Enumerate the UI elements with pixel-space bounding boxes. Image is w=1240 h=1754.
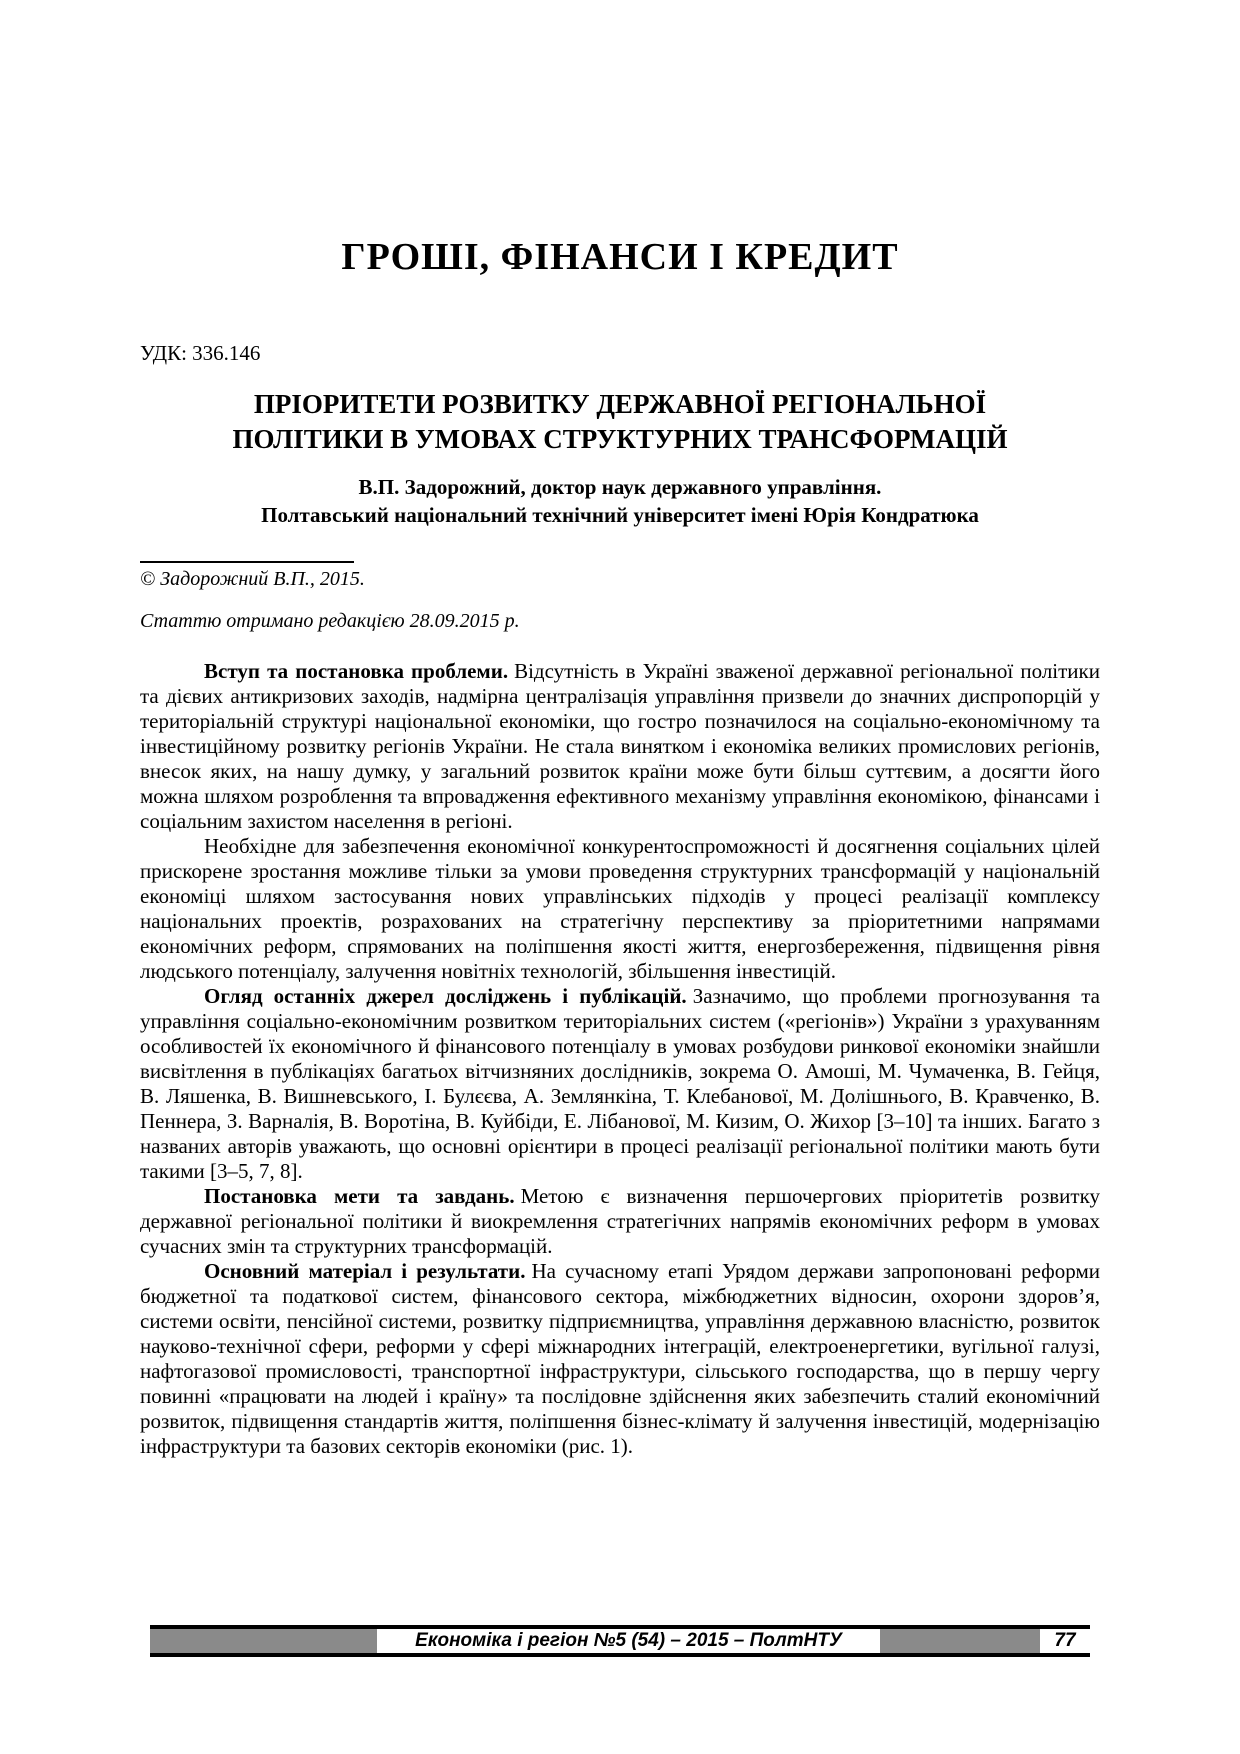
paragraph-lead: Постановка мети та завдань. [204,1184,515,1208]
footer-left-gray-bar [150,1629,377,1653]
paragraph-introduction [140,659,1100,834]
footnote-rule [140,561,354,563]
author-affiliation-line: Полтавський національний технічний університет імені Юрія Кондратюка [261,503,979,527]
paragraph-text: Зазначимо, що проблеми прогнозування та управління соціально-економічним розвитком територіальних систем («регіонів») України з урахуванням особливостей їх економічного й фінансового потенціалу в умовах розбудови ринкової економіки знайшли висвітлення в публікаціях багатьох вітчизняних дослідників, зокрема О. Амоші, М. Чумаченка, В. Гейця, В. Ляшенка, В. Вишневського, І. Булєєва, А. Землянкіна, Т. Клебанової, М. Долішнього, В. Кравченко, В. Пеннера, З. Варналія, В. Воротіна, В. Куйбіди, Е. Лібанової, М. Кизим, О. Жихор [3–10] та інших. Багато з названих авторів уважають, що основні орієнтири в процесі реалізації регіональної політики мають бути такими [3–5, 7, 8]. [140,984,1100,1183]
page-number: 77 [1054,1630,1076,1651]
paragraph-goal [140,1184,1100,1259]
paragraph-text: На сучасному етапі Урядом держави запропоновані реформи бюджетної та податкової систем, фінансового сектора, міжбюджетних відносин, охорони здоров’я, системи освіти, пенсійної системи, розвитку підприємництва, управління державною власністю, розвиток науково-технічної сфери, реформи у сфері міжнародних інтеграцій, електроенергетики, вугільної галузі, нафтогазової промисловості, транспортної інфраструктури, сільського господарства, що в першу чергу повинні «працювати на людей і країну» та послідовне здійснення яких забезпечить сталий економічний розвиток, підвищення стандартів життя, поліпшення бізнес-клімату й залучення інвестицій, модернізацію інфраструктури та базових секторів економіки (рис. 1). [140,1259,1100,1458]
article-title [140,387,1100,457]
article-title-line1: ПРІОРИТЕТИ РОЗВИТКУ ДЕРЖАВНОЇ РЕГІОНАЛЬНОЇ [253,389,987,419]
paragraph-necessity [140,834,1100,984]
paragraph-main-material [140,1259,1100,1459]
copyright-line: © Задорожний В.П., 2015. [140,568,365,590]
paragraph-text: Метою є визначення першочергових пріоритетів розвитку державної регіональної політики й виокремлення стратегічних напрямів економічних реформ в умовах сучасних змін та структурних трансформацій. [140,1184,1100,1258]
author-block [140,473,1100,529]
udc-code: УДК: 336.146 [140,341,261,365]
paragraph-lead: Основний матеріал і результати. [204,1259,526,1283]
received-line: Статтю отримано редакцією 28.09.2015 р. [140,610,520,632]
article-body [140,659,1100,1459]
footer [150,1625,1090,1657]
article-title-line2: ПОЛІТИКИ В УМОВАХ СТРУКТУРНИХ ТРАНСФОРМАЦІЙ [232,424,1008,454]
paragraph-lead: Огляд останніх джерел досліджень і публікацій. [204,984,687,1008]
author-name-line: В.П. Задорожний, доктор наук державного управління. [358,475,882,499]
paragraph-lead: Вступ та постановка проблеми. [204,659,509,683]
footer-right-gray-bar [880,1629,1040,1653]
section-header: ГРОШІ, ФІНАНСИ І КРЕДИТ [341,236,899,278]
footer-journal-title: Економіка і регіон №5 (54) – 2015 – ПолтНТУ [415,1630,842,1651]
paragraph-text: Необхідне для забезпечення економічної конкурентоспроможності й досягнення соціальних цілей прискорене зростання можливе тільки за умови проведення структурних трансформацій у національній економіці шляхом застосування нових управлінських підходів у процесі реалізації комплексу національних проектів, розрахованих на стратегічну перспективу за пріоритетними напрямами економічних реформ, спрямованих на поліпшення якості життя, енергозбереження, підвищення рівня людського потенціалу, залучення новітніх технологій, збільшення інвестицій. [140,834,1100,983]
paragraph-text: Відсутність в Україні зваженої державної регіональної політики та дієвих антикризових заходів, надмірна централізація управління призвели до значних диспропорцій у територіальній структурі національної економіки, що гостро позначилося на соціально-економічному та інвестиційному розвитку регіонів України. Не стала винятком і економіка великих промислових регіонів, внесок яких, на нашу думку, у загальний розвиток країни може бути більш суттєвим, а досягти його можна шляхом розроблення та впровадження ефективного механізму управління економікою, фінансами і соціальним захистом населення в регіоні. [140,659,1100,833]
paragraph-literature-review [140,984,1100,1184]
content-column [140,0,1100,1459]
